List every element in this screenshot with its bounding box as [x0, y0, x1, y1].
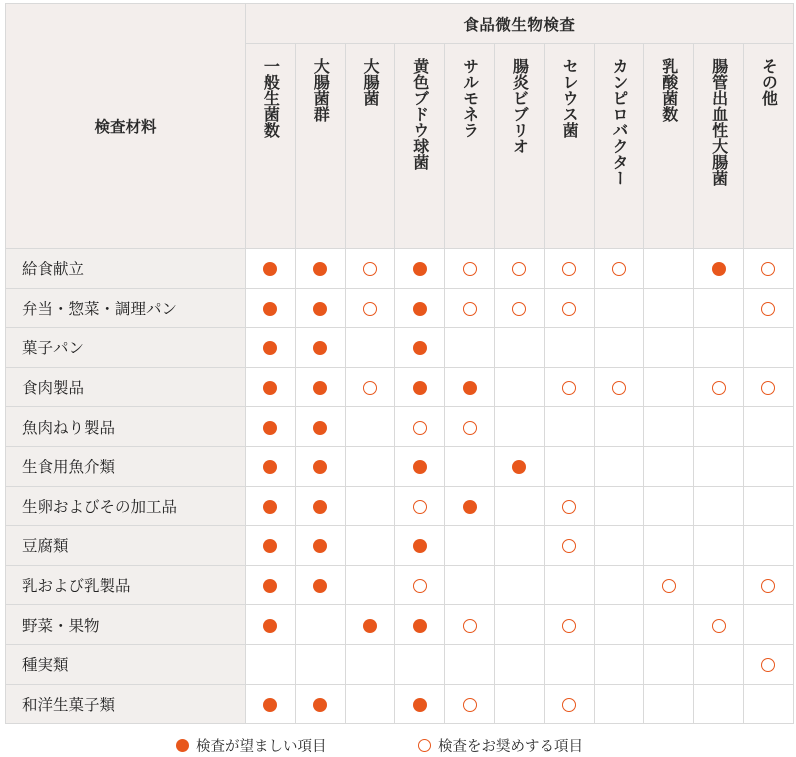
- table-cell: [246, 565, 296, 605]
- table-cell: [445, 249, 495, 289]
- open-circle-icon: [761, 302, 775, 316]
- table-cell: [295, 288, 345, 328]
- table-cell: [295, 644, 345, 684]
- table-cell: [246, 328, 296, 368]
- table-cell: [544, 486, 594, 526]
- filled-circle-icon: [463, 500, 477, 514]
- table-cell: [644, 446, 694, 486]
- table-cell: [743, 684, 793, 724]
- open-circle-icon: [418, 739, 431, 752]
- column-header-label: 腸炎ビブリオ: [510, 58, 530, 154]
- column-header-label: セレウス菌: [560, 58, 580, 138]
- table-cell: [494, 446, 544, 486]
- table-cell: [295, 565, 345, 605]
- table-cell: [445, 367, 495, 407]
- table-cell: [694, 684, 744, 724]
- table-row: [6, 684, 794, 724]
- column-header-label: 黄色ブドウ球菌: [410, 58, 430, 170]
- open-circle-icon: [761, 381, 775, 395]
- filled-circle-icon: [512, 460, 526, 474]
- table-cell: [694, 446, 744, 486]
- table-row: [6, 565, 794, 605]
- row-label: 菓子パン: [6, 328, 246, 368]
- table-cell: [644, 367, 694, 407]
- row-label: 生食用魚介類: [6, 446, 246, 486]
- filled-circle-icon: [413, 460, 427, 474]
- table-cell: [594, 367, 644, 407]
- table-cell: [644, 288, 694, 328]
- open-circle-icon: [562, 539, 576, 553]
- filled-circle-icon: [413, 341, 427, 355]
- table-cell: [345, 526, 395, 566]
- table-cell: [594, 328, 644, 368]
- filled-circle-icon: [313, 539, 327, 553]
- table-cell: [544, 644, 594, 684]
- table-cell: [594, 288, 644, 328]
- filled-circle-icon: [263, 619, 277, 633]
- column-header: [743, 44, 793, 249]
- filled-circle-icon: [413, 539, 427, 553]
- legend: [0, 735, 796, 755]
- column-header-label: 大腸菌: [360, 58, 380, 106]
- column-header-label: その他: [759, 58, 779, 106]
- table-cell: [743, 486, 793, 526]
- table-cell: [445, 565, 495, 605]
- table-cell: [395, 288, 445, 328]
- table-row: [6, 644, 794, 684]
- group-header: 食品微生物検査: [246, 4, 794, 44]
- inspection-table-container: [5, 3, 793, 724]
- open-circle-icon: [761, 658, 775, 672]
- open-circle-icon: [761, 262, 775, 276]
- table-cell: [544, 526, 594, 566]
- filled-circle-icon: [313, 500, 327, 514]
- column-header: [644, 44, 694, 249]
- column-header: [246, 44, 296, 249]
- open-circle-icon: [363, 262, 377, 276]
- table-row: [6, 328, 794, 368]
- table-cell: [694, 526, 744, 566]
- table-cell: [345, 367, 395, 407]
- table-cell: [594, 407, 644, 447]
- table-cell: [594, 446, 644, 486]
- open-circle-icon: [463, 302, 477, 316]
- table-cell: [445, 486, 495, 526]
- table-cell: [694, 486, 744, 526]
- table-cell: [345, 644, 395, 684]
- table-cell: [395, 684, 445, 724]
- table-cell: [743, 407, 793, 447]
- filled-circle-icon: [263, 421, 277, 435]
- table-cell: [345, 407, 395, 447]
- open-circle-icon: [612, 381, 626, 395]
- row-label: 和洋生菓子類: [6, 684, 246, 724]
- table-row: [6, 605, 794, 645]
- table-cell: [445, 684, 495, 724]
- row-label: 野菜・果物: [6, 605, 246, 645]
- table-cell: [743, 605, 793, 645]
- table-row: [6, 526, 794, 566]
- filled-circle-icon: [463, 381, 477, 395]
- table-cell: [395, 328, 445, 368]
- filled-circle-icon: [263, 698, 277, 712]
- table-cell: [743, 328, 793, 368]
- table-cell: [494, 526, 544, 566]
- open-circle-icon: [612, 262, 626, 276]
- table-cell: [644, 328, 694, 368]
- table-cell: [594, 565, 644, 605]
- open-circle-icon: [562, 262, 576, 276]
- table-cell: [494, 605, 544, 645]
- column-header: [345, 44, 395, 249]
- table-cell: [594, 486, 644, 526]
- table-row: [6, 486, 794, 526]
- table-cell: [295, 367, 345, 407]
- table-cell: [246, 605, 296, 645]
- filled-circle-icon: [263, 460, 277, 474]
- table-cell: [594, 526, 644, 566]
- table-cell: [494, 249, 544, 289]
- table-body: [6, 249, 794, 724]
- table-row: [6, 288, 794, 328]
- table-cell: [544, 565, 594, 605]
- column-header: [445, 44, 495, 249]
- table-cell: [345, 486, 395, 526]
- table-cell: [743, 367, 793, 407]
- filled-circle-icon: [263, 500, 277, 514]
- table-cell: [295, 526, 345, 566]
- table-cell: [246, 486, 296, 526]
- table-cell: [743, 526, 793, 566]
- row-label: 魚肉ねり製品: [6, 407, 246, 447]
- filled-circle-icon: [413, 302, 427, 316]
- table-row: [6, 446, 794, 486]
- table-cell: [743, 249, 793, 289]
- filled-circle-icon: [363, 619, 377, 633]
- table-row: [6, 249, 794, 289]
- open-circle-icon: [562, 500, 576, 514]
- open-circle-icon: [512, 302, 526, 316]
- filled-circle-icon: [413, 262, 427, 276]
- table-cell: [594, 605, 644, 645]
- filled-circle-icon: [313, 341, 327, 355]
- filled-circle-icon: [263, 302, 277, 316]
- open-circle-icon: [413, 421, 427, 435]
- open-circle-icon: [662, 579, 676, 593]
- open-circle-icon: [761, 579, 775, 593]
- table-cell: [395, 644, 445, 684]
- filled-circle-icon: [176, 739, 189, 752]
- table-cell: [494, 565, 544, 605]
- table-cell: [395, 526, 445, 566]
- column-header-label: サルモネラ: [460, 58, 480, 138]
- open-circle-icon: [463, 421, 477, 435]
- table-cell: [644, 644, 694, 684]
- table-row: [6, 367, 794, 407]
- table-cell: [246, 249, 296, 289]
- open-circle-icon: [463, 619, 477, 633]
- table-cell: [544, 249, 594, 289]
- table-cell: [246, 526, 296, 566]
- table-cell: [246, 684, 296, 724]
- open-circle-icon: [363, 381, 377, 395]
- table-cell: [494, 288, 544, 328]
- row-label: 種実類: [6, 644, 246, 684]
- table-cell: [594, 644, 644, 684]
- filled-circle-icon: [263, 341, 277, 355]
- open-circle-icon: [712, 381, 726, 395]
- table-cell: [345, 446, 395, 486]
- table-cell: [494, 407, 544, 447]
- table-cell: [395, 367, 445, 407]
- table-cell: [644, 407, 694, 447]
- table-cell: [295, 249, 345, 289]
- table-cell: [694, 407, 744, 447]
- table-cell: [694, 644, 744, 684]
- column-header: [594, 44, 644, 249]
- table-cell: [494, 684, 544, 724]
- table-cell: [295, 684, 345, 724]
- table-cell: [246, 644, 296, 684]
- table-cell: [445, 526, 495, 566]
- table-cell: [694, 605, 744, 645]
- table-cell: [246, 446, 296, 486]
- row-label: 豆腐類: [6, 526, 246, 566]
- table-cell: [494, 328, 544, 368]
- table-cell: [295, 328, 345, 368]
- open-circle-icon: [363, 302, 377, 316]
- column-header-label: 一般生菌数: [261, 58, 281, 138]
- open-circle-icon: [562, 619, 576, 633]
- legend-item-filled: [176, 735, 327, 756]
- table-cell: [295, 605, 345, 645]
- row-label: 生卵およびその加工品: [6, 486, 246, 526]
- filled-circle-icon: [313, 698, 327, 712]
- open-circle-icon: [413, 579, 427, 593]
- table-cell: [644, 486, 694, 526]
- table-cell: [445, 288, 495, 328]
- filled-circle-icon: [313, 262, 327, 276]
- table-cell: [494, 644, 544, 684]
- table-cell: [246, 367, 296, 407]
- filled-circle-icon: [712, 262, 726, 276]
- open-circle-icon: [562, 698, 576, 712]
- table-cell: [345, 605, 395, 645]
- filled-circle-icon: [263, 262, 277, 276]
- table-cell: [544, 605, 594, 645]
- table-cell: [594, 684, 644, 724]
- filled-circle-icon: [263, 381, 277, 395]
- open-circle-icon: [562, 302, 576, 316]
- table-cell: [395, 407, 445, 447]
- table-cell: [544, 446, 594, 486]
- table-cell: [644, 684, 694, 724]
- open-circle-icon: [413, 500, 427, 514]
- table-cell: [694, 288, 744, 328]
- legend-filled-label: 検査が望ましい項目: [196, 739, 327, 755]
- row-label: 食肉製品: [6, 367, 246, 407]
- row-label: 弁当・惣菜・調理パン: [6, 288, 246, 328]
- column-header: [295, 44, 345, 249]
- table-cell: [644, 605, 694, 645]
- legend-item-open: [418, 735, 583, 756]
- table-cell: [395, 486, 445, 526]
- table-cell: [345, 249, 395, 289]
- table-cell: [544, 407, 594, 447]
- column-header-label: 大腸菌群: [311, 58, 331, 122]
- table-cell: [395, 565, 445, 605]
- table-cell: [445, 407, 495, 447]
- table-cell: [644, 249, 694, 289]
- table-cell: [544, 684, 594, 724]
- column-header: [544, 44, 594, 249]
- table-cell: [644, 565, 694, 605]
- filled-circle-icon: [413, 381, 427, 395]
- table-cell: [743, 446, 793, 486]
- open-circle-icon: [712, 619, 726, 633]
- table-cell: [594, 249, 644, 289]
- filled-circle-icon: [313, 460, 327, 474]
- table-cell: [544, 367, 594, 407]
- table-cell: [694, 328, 744, 368]
- filled-circle-icon: [313, 421, 327, 435]
- table-cell: [395, 249, 445, 289]
- legend-open-label: 検査をお奨めする項目: [438, 739, 583, 755]
- table-cell: [445, 446, 495, 486]
- open-circle-icon: [463, 698, 477, 712]
- table-cell: [494, 486, 544, 526]
- open-circle-icon: [463, 262, 477, 276]
- open-circle-icon: [562, 381, 576, 395]
- table-cell: [694, 249, 744, 289]
- column-header: [694, 44, 744, 249]
- table-cell: [295, 407, 345, 447]
- column-header: [494, 44, 544, 249]
- row-label: 給食献立: [6, 249, 246, 289]
- table-cell: [694, 367, 744, 407]
- table-cell: [445, 328, 495, 368]
- table-cell: [395, 446, 445, 486]
- filled-circle-icon: [263, 539, 277, 553]
- table-cell: [395, 605, 445, 645]
- table-cell: [345, 684, 395, 724]
- table-cell: [494, 367, 544, 407]
- table-row: [6, 407, 794, 447]
- inspection-table: [5, 3, 794, 724]
- filled-circle-icon: [413, 698, 427, 712]
- filled-circle-icon: [263, 579, 277, 593]
- column-header-label: カンピロバクター: [609, 58, 629, 186]
- row-label: 乳および乳製品: [6, 565, 246, 605]
- open-circle-icon: [512, 262, 526, 276]
- table-cell: [743, 288, 793, 328]
- corner-header: 検査材料: [6, 4, 246, 249]
- column-header-label: 乳酸菌数: [659, 58, 679, 122]
- table-cell: [743, 565, 793, 605]
- column-header: [395, 44, 445, 249]
- table-cell: [295, 486, 345, 526]
- table-cell: [743, 644, 793, 684]
- table-cell: [246, 288, 296, 328]
- table-cell: [544, 288, 594, 328]
- table-cell: [445, 644, 495, 684]
- table-cell: [345, 565, 395, 605]
- filled-circle-icon: [313, 579, 327, 593]
- filled-circle-icon: [313, 302, 327, 316]
- filled-circle-icon: [313, 381, 327, 395]
- table-cell: [644, 526, 694, 566]
- column-header-label: 腸管出血性大腸菌: [709, 58, 729, 186]
- filled-circle-icon: [413, 619, 427, 633]
- table-cell: [246, 407, 296, 447]
- table-cell: [345, 288, 395, 328]
- table-cell: [345, 328, 395, 368]
- table-cell: [694, 565, 744, 605]
- table-cell: [295, 446, 345, 486]
- table-cell: [544, 328, 594, 368]
- table-cell: [445, 605, 495, 645]
